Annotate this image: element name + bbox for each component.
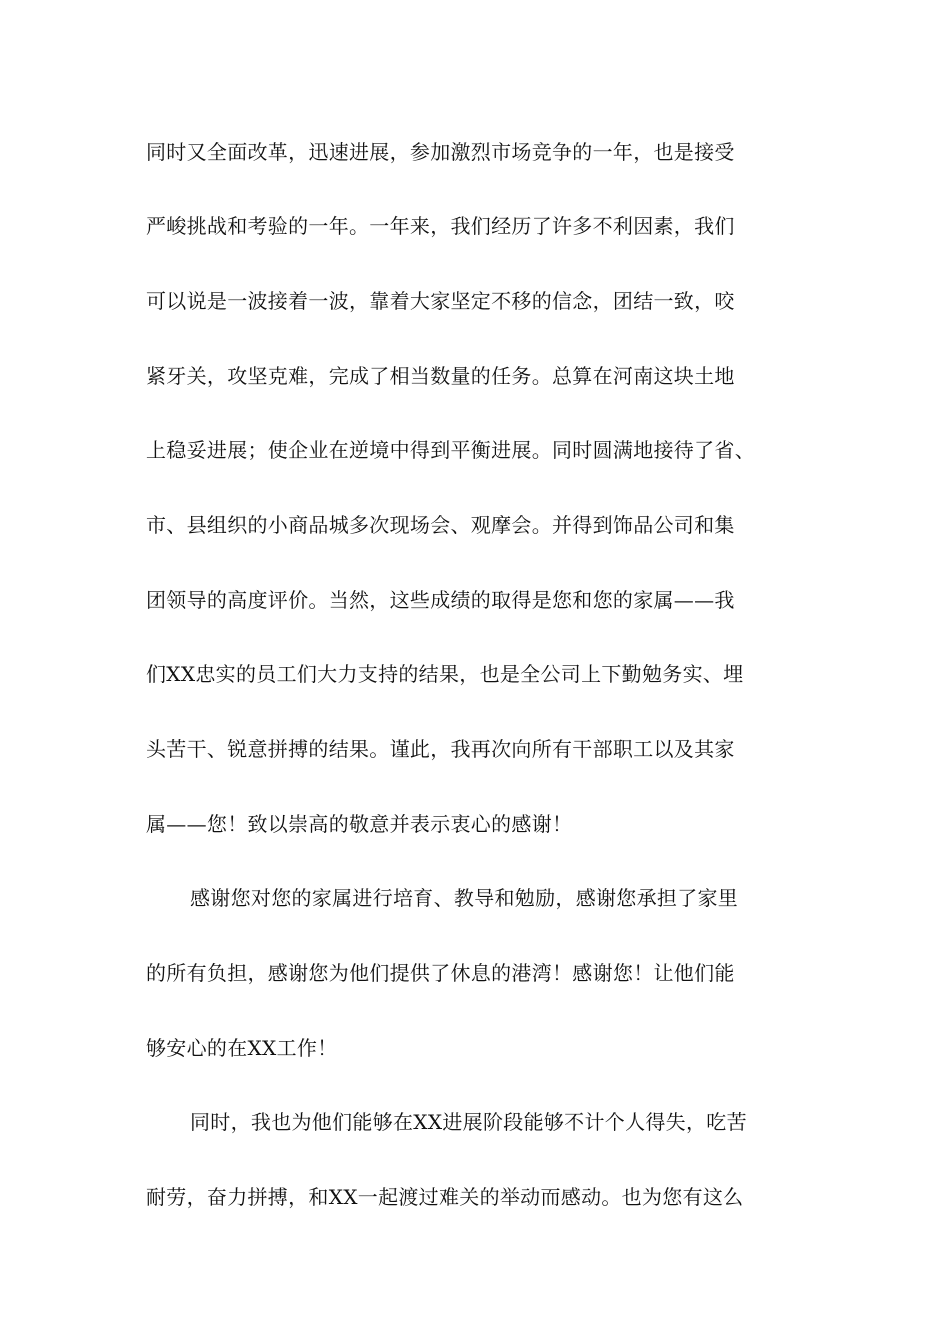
text-line-3: 可以说是一波接着一波，靠着大家坚定不移的信念，团结一致，咬 <box>146 289 735 313</box>
text-line-7: 团领导的高度评价。当然，这些成绩的取得是您和您的家属——我 <box>146 588 735 612</box>
text-line-5: 上稳妥进展；使企业在逆境中得到平衡进展。同时圆满地接待了省、 <box>146 438 755 462</box>
text-line-4: 紧牙关，攻坚克难，完成了相当数量的任务。总算在河南这块土地 <box>146 364 735 388</box>
text-line-8: 们XX忠实的员工们大力支持的结果，也是全公司上下勤勉务实、埋 <box>146 662 744 686</box>
text-line-10: 属——您！致以崇高的敬意并表示衷心的感谢！ <box>146 812 573 836</box>
paragraph-2-line-1: 感谢您对您的家属进行培育、教导和勉励，感谢您承担了家里 <box>190 886 739 910</box>
paragraph-2-line-2: 的所有负担，感谢您为他们提供了休息的港湾！感谢您！让他们能 <box>146 961 735 985</box>
paragraph-3-line-2: 耐劳，奋力拼搏，和XX一起渡过难关的举动而感动。也为您有这么 <box>146 1185 744 1209</box>
text-line-6: 市、县组织的小商品城多次现场会、观摩会。并得到饰品公司和集 <box>146 513 735 537</box>
text-line-1: 同时又全面改革，迅速进展，参加激烈市场竞争的一年，也是接受 <box>146 140 735 164</box>
text-line-9: 头苦干、锐意拼搏的结果。谨此，我再次向所有干部职工以及其家 <box>146 737 735 761</box>
paragraph-3-line-1: 同时，我也为他们能够在XX进展阶段能够不计个人得失，吃苦 <box>190 1110 747 1134</box>
text-line-2: 严峻挑战和考验的一年。一年来，我们经历了许多不利因素，我们 <box>146 214 735 238</box>
paragraph-2-line-3: 够安心的在XX工作！ <box>146 1036 338 1060</box>
